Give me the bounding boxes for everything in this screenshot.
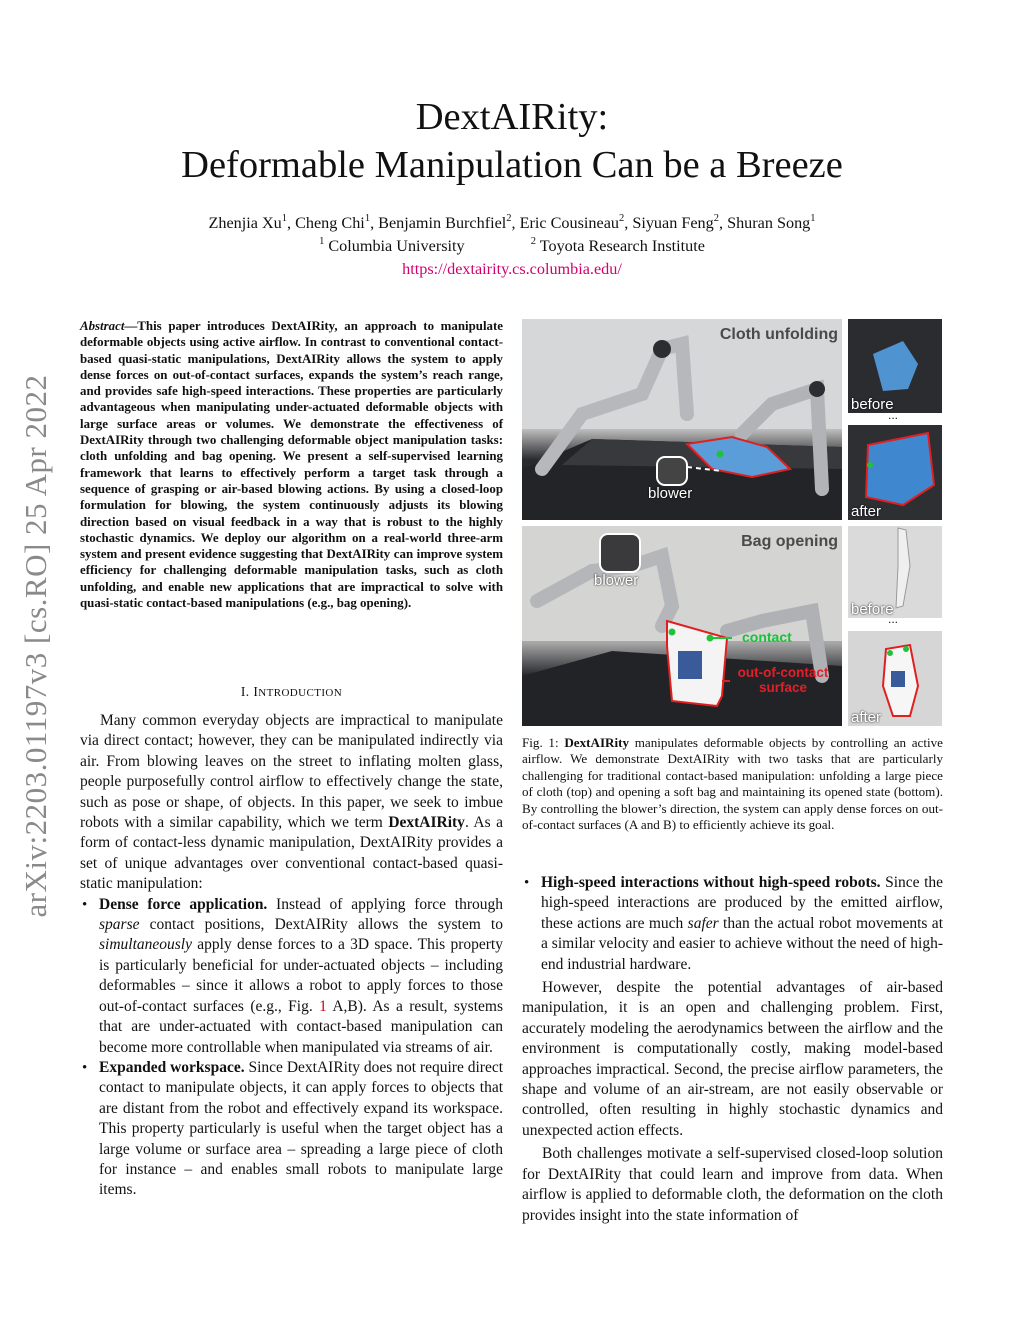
advantages-list-continued (522, 873, 943, 975)
abstract (80, 318, 503, 611)
intro-paragraph-3: Both challenges motivate a self-supervised closed-loop solution for DextAIRity that could learn and improve from data. When airflow is applied to deformable cloth, the deformation on the cloth provides insight into the state information of (522, 1145, 943, 1224)
bag-opening-photo (522, 526, 842, 726)
affiliation-name: Columbia University (328, 237, 465, 255)
author-list: Zhenjia Xu$^1$, Cheng Chi$^1$, Benjamin Burchfiel$^2$, Eric Cousineau$^2$, Siyuan Feng$^2$, Shuran Song$^1$ (208, 213, 816, 232)
abstract-dash: — (124, 319, 138, 333)
caption-text: manipulates deformable objects by controlling an active airflow. We demonstrate DextAIRity with two tasks that are particularly challenging for traditional contact-based manipulation: unfolding a large piece of cloth (top) and opening a soft bag and maintaining its opened state (bottom). By controlling the blower’s direction, the system can apply dense forces on out-of-contact surfaces (A and B) to efficiently achieve its goal. (522, 735, 943, 833)
intro-column-right (522, 873, 943, 1226)
bag-before-thumbnail (848, 526, 942, 618)
author-name: Shuran Song (727, 214, 811, 232)
cloth-unfolding-label: Cloth unfolding (719, 326, 838, 343)
cloth-before-thumbnail (848, 319, 942, 413)
list-item: • Expanded workspace. Since DextAIRity does not require direct contact to manipulate objects, it can apply forces to objects that are distant from the robot and effectively expand its workspace. This property particularly is useful when the target object has a large volume or surface area – spreading a large piece of cloth for instance – and enables small robots to manipulate large items. (80, 1058, 503, 1201)
affiliation-number: 2 (530, 236, 536, 247)
intro-paragraph-1: Many common everyday objects are impractical to manipulate via direct contact; however, they can be manipulated indirectly via air. From blowing leaves on the street to inflating molten glass, people purposefully control airflow to effectively change the state, such as pose or shape, of objects. In this paper, we seek to imbue robots with a similar capability, which we term DextAIRity. As a form of contact-less dynamic manipulation, DextAIRity provides a set of unique advantages over conventional contact-based quasi-static manipulation: (80, 712, 503, 893)
bag-opening-label: Bag opening (741, 533, 838, 550)
author-affiliation-mark: 2 (713, 213, 719, 224)
sequence-dots: ... (888, 408, 899, 422)
affiliation-name: Toyota Research Institute (539, 237, 705, 255)
before-label: before (851, 601, 894, 618)
author-name: Benjamin Burchfiel (378, 214, 507, 232)
before-label: before (851, 396, 894, 413)
advantages-list (80, 895, 503, 1201)
contact-label: contact (742, 629, 792, 645)
list-item: • High-speed interactions without high-speed robots. Since the high-speed interactions are produced by the emitted airflow, these actions are much safer than the actual robot movements at a similar velocity and easier to achieve without the need of high-end industrial hardware. (522, 873, 943, 975)
affiliation-list (0, 237, 1024, 256)
term-dextairity: DextAIRity (388, 814, 465, 832)
blower-label-bottom: blower (594, 572, 639, 589)
caption-name: DextAIRity (564, 735, 630, 750)
paper-title-line-1: DextAIRity: (415, 96, 609, 138)
sequence-dots: ... (888, 612, 899, 626)
intro-paragraph-2: However, despite the potential advantages of air-based manipulation, it is an open and challenging problem. First, accurately modeling the aerodynamics between the airflow and the environment is computationally costly, making model-based approaches impractical. Second, the precise airflow parameters, the shape and volume of an air-stream, are not easily observable or controlled, often resulting in highly stochastic dynamics and unexpected action effects. (522, 979, 943, 1139)
author-name: Eric Cousineau (519, 214, 619, 232)
author-name: Zhenjia Xu (208, 214, 282, 232)
caption-label: Fig. 1: (522, 735, 559, 750)
arxiv-side-stamp: arXiv:2203.01197v3 [cs.RO] 25 Apr 2022 (18, 374, 53, 918)
author-affiliation-mark: 2 (506, 213, 512, 224)
paper-title-line-2: Deformable Manipulation Can be a Breeze (181, 144, 843, 186)
after-label: after (851, 503, 882, 520)
intro-column-left (80, 711, 503, 1201)
author-name: Cheng Chi (295, 214, 365, 232)
affiliation-number: 1 (319, 236, 325, 247)
cloth-unfolding-photo (522, 319, 842, 520)
bag-after-thumbnail (848, 631, 942, 726)
author-affiliation-mark: 1 (281, 213, 288, 224)
section-numeral: I. (240, 684, 250, 699)
section-heading-introduction (80, 684, 503, 700)
list-item: • Dense force application. Instead of applying force through sparse contact positions, DextAIRity allows the system to simultaneously apply dense forces to a 3D space. This property is particularly beneficial for under-actuated objects – including deformables – since it allows a robot to apply forces to those out-of-contact surfaces (e.g., Fig. 1 A,B). As a result, systems that are under-actuated with contact-based manipulation can become more controllable when manipulated via streams of air. (80, 895, 503, 1058)
figure-caption (522, 735, 943, 833)
abstract-text: This paper introduces DextAIRity, an approach to manipulate deformable objects using active airflow. In contrast to conventional contact-based quasi-static manipulations, DextAIRity allows the system to apply dense forces on out-of-contact surfaces, expands the system’s reach range, and provides safe high-speed interactions. These properties are particularly advantageous when manipulating under-actuated deformable objects with large surface areas or volumes. We demonstrate the effectiveness of DextAIRity through two challenging deformable object manipulation tasks: cloth unfolding and bag opening. We present a self-supervised learning framework that learns to effectively perform a target task through a sequence of grasping or air-based blowing actions. By using a closed-loop formulation for blowing, the system continuously adjusts its blowing direction based on visual feedback in a way that is robust to the highly stochastic dynamics. We deploy our algorithm on a real-world three-arm system and present evidence suggesting that DextAIRity can improve system efficiency for challenging deformable manipulation tasks, such as cloth unfolding, and enable new applications that are impractical to solve with quasi-static contact-based manipulations (e.g., bag opening). (80, 319, 503, 611)
out-of-contact-label: out-of-contact surface (737, 665, 829, 695)
after-label: after (851, 709, 882, 726)
author-name: Siyuan Feng (632, 214, 714, 232)
section-title-initial: I (253, 684, 259, 699)
project-url-link[interactable]: https://dextairity.cs.columbia.edu/ (402, 260, 622, 278)
blower-label-top: blower (648, 485, 693, 502)
author-affiliation-mark: 1 (810, 213, 816, 224)
bag-scene-illustration (522, 526, 842, 726)
author-affiliation-mark: 2 (618, 213, 625, 224)
figure-reference-link[interactable]: 1 (319, 997, 327, 1015)
abstract-label: Abstract (80, 319, 125, 333)
author-affiliation-mark: 1 (364, 213, 371, 224)
section-title-rest: NTRODUCTION (258, 687, 343, 699)
cloth-after-thumbnail (848, 425, 942, 520)
